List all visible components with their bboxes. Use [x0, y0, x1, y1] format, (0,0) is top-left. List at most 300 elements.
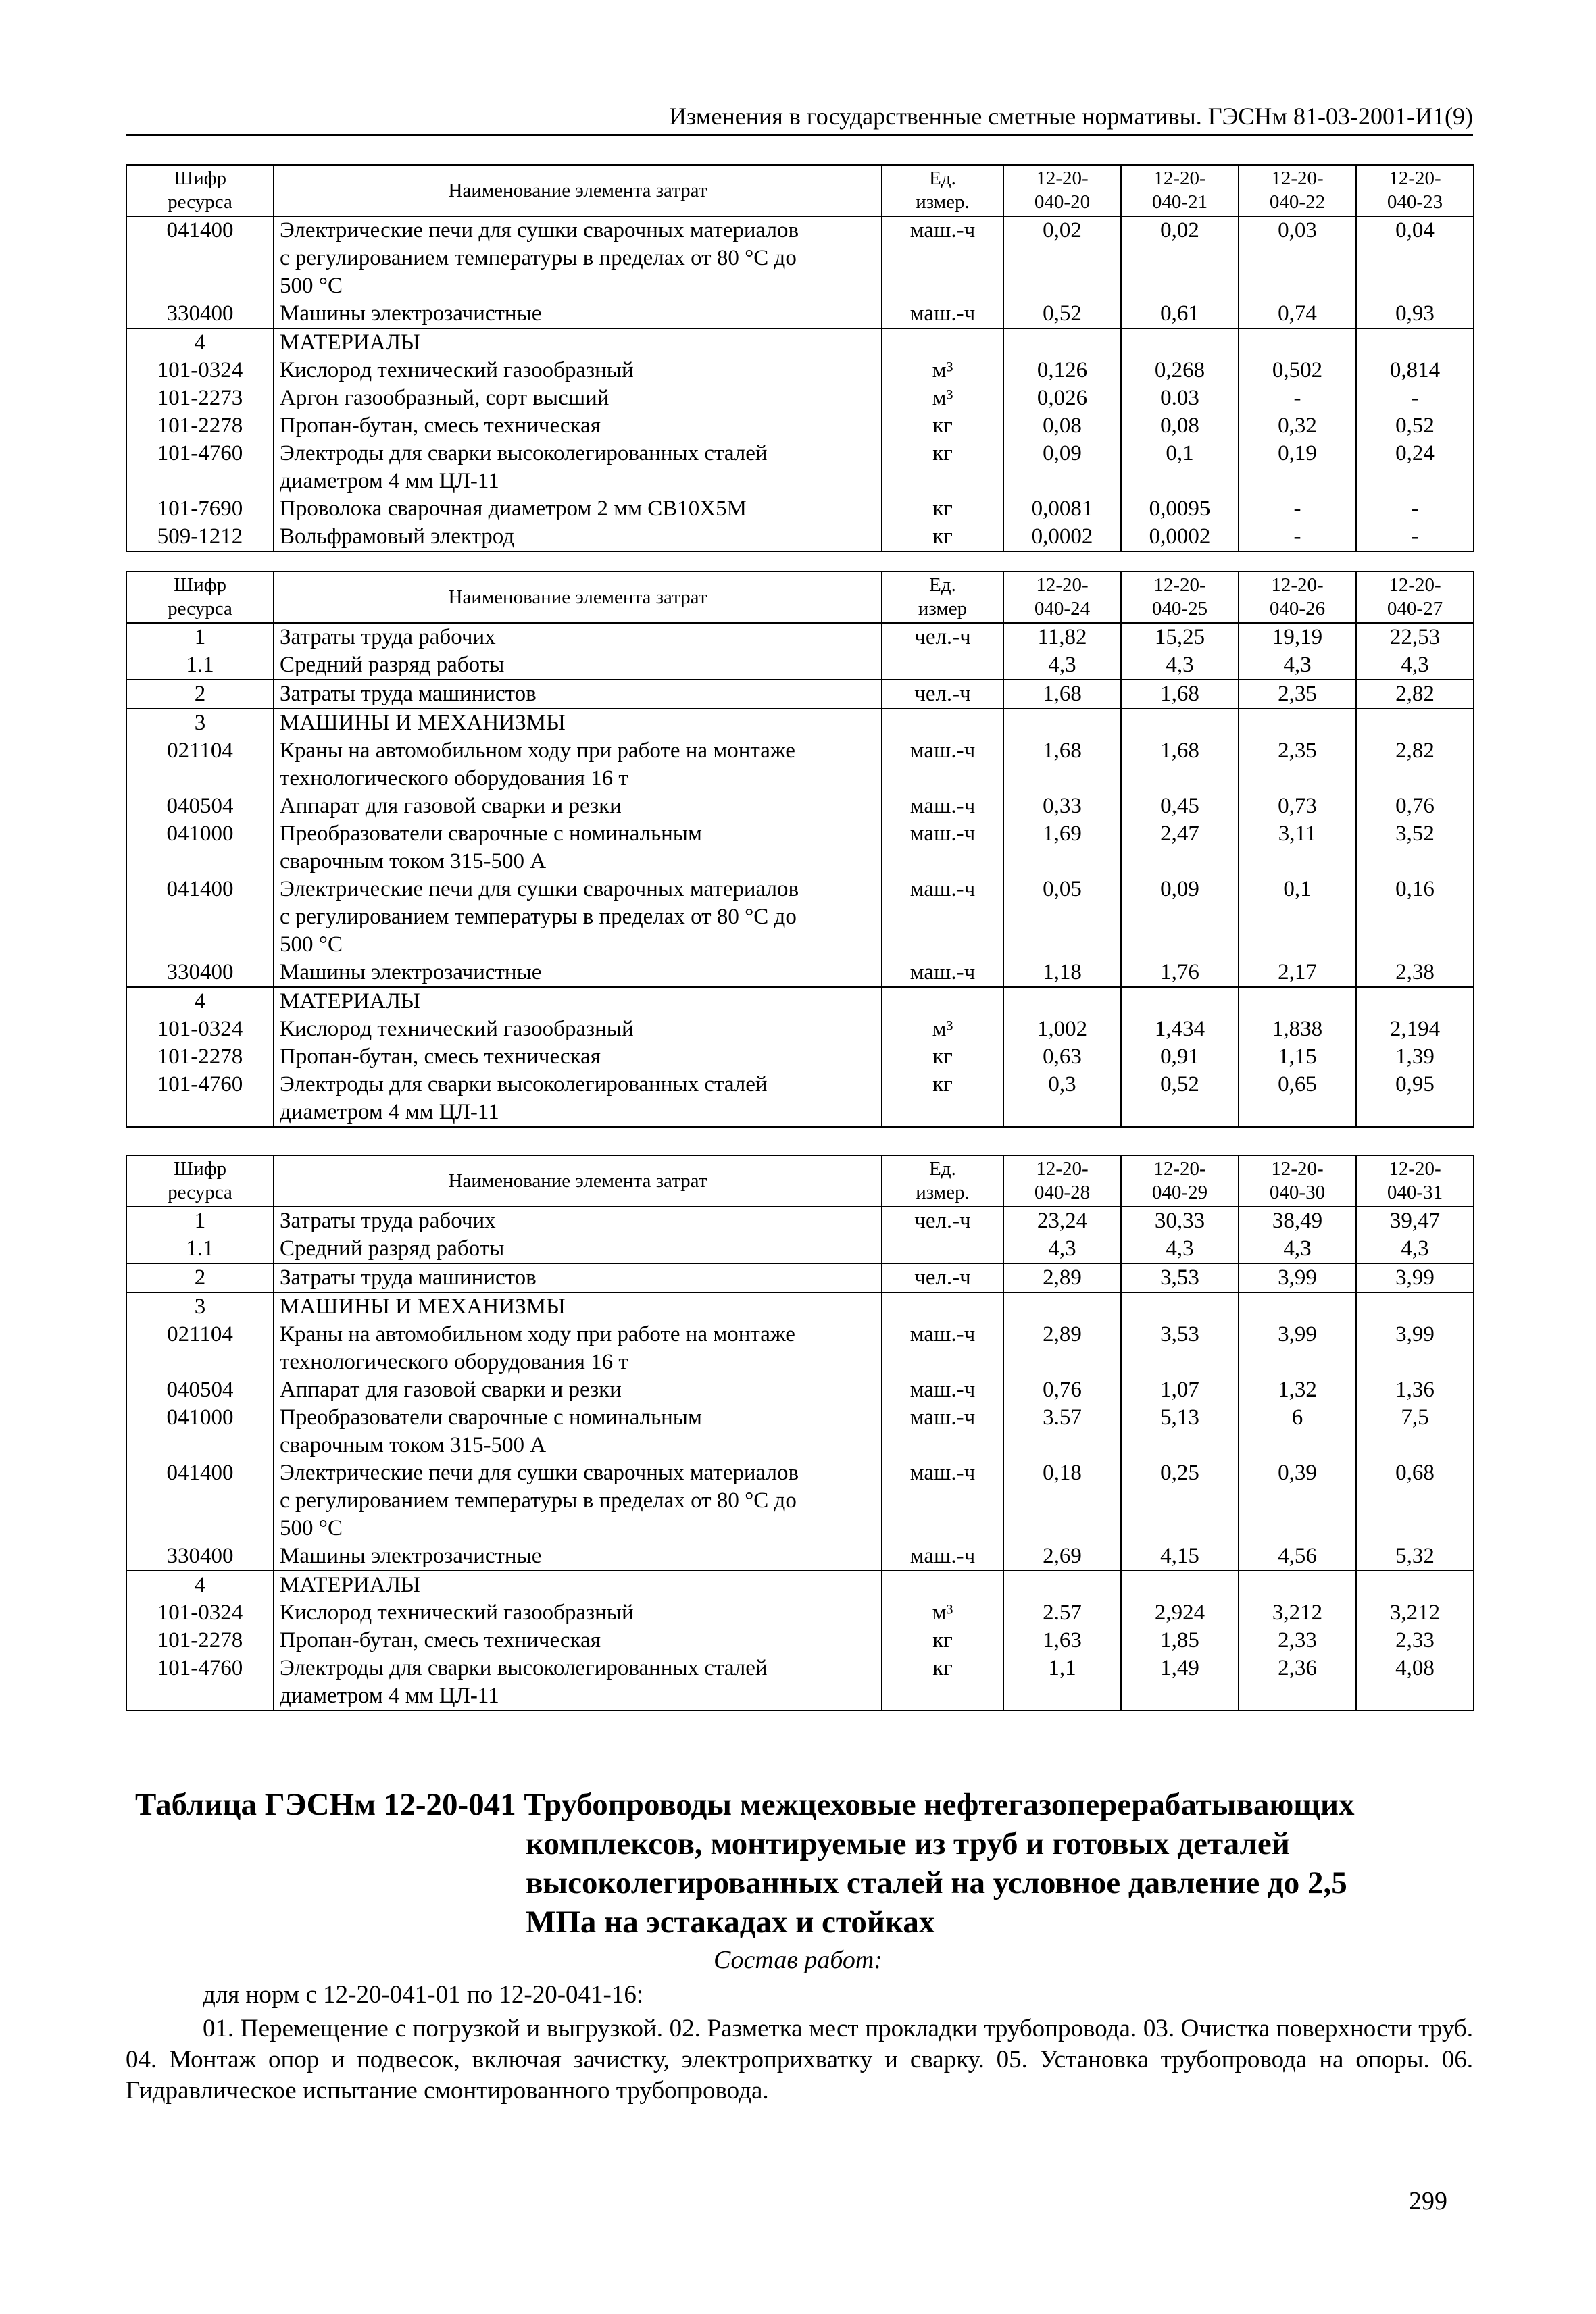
cost-element-name	[274, 328, 882, 357]
norm-value: 1,76	[1121, 959, 1239, 987]
norm-value: 0,76	[1003, 1376, 1121, 1404]
unit-of-measure: маш.-ч	[882, 300, 1003, 328]
norm-value: 0,76	[1356, 793, 1474, 820]
norm-value: 0,0002	[1121, 523, 1239, 551]
norm-value: 0,65	[1239, 1071, 1356, 1127]
cost-element-line: Краны на автомобильном ходу при работе на монтаже	[280, 738, 795, 763]
header-norm-code-cell	[1356, 165, 1474, 216]
norm-value: 3,11	[1239, 820, 1356, 876]
header-norm-code: 040-31	[1387, 1182, 1443, 1203]
page-header: Изменения в государственные сметные нормативы. ГЭСНм 81-03-2001-И1(9)	[126, 101, 1473, 136]
resource-code: 041000	[126, 1404, 274, 1459]
resource-code: 041400	[126, 216, 274, 300]
resource-code: 101-2278	[126, 412, 274, 440]
norm-value: 3,99	[1356, 1263, 1474, 1292]
resource-code: 040504	[126, 793, 274, 820]
cost-element-line: Кислород технический газообразный	[280, 1017, 634, 1041]
cost-element-line: Машины электрозачистные	[280, 1544, 542, 1568]
cost-element-line: Пропан-бутан, смесь техническая	[280, 1628, 601, 1653]
cost-element-line: Электрические печи для сушки сварочных материалов	[280, 877, 799, 901]
norm-value: 2,69	[1003, 1542, 1121, 1571]
norm-value: 0,16	[1356, 876, 1474, 959]
table-row	[126, 523, 1474, 551]
header-name-cell: Наименование элемента затрат	[274, 165, 882, 216]
cost-element-line: Затраты труда рабочих	[280, 1209, 496, 1233]
cost-element-line: Преобразователи сварочные с номинальным	[280, 1405, 702, 1430]
header-norm-code: 12-20-	[1153, 168, 1206, 189]
norm-value: 4,3	[1121, 651, 1239, 680]
unit-of-measure: кг	[882, 495, 1003, 523]
resource-code: 101-4760	[126, 440, 274, 495]
table-row	[126, 1207, 1474, 1235]
table-header-row	[126, 1155, 1474, 1207]
norm-value: 2,82	[1356, 737, 1474, 793]
unit-of-measure: кг	[882, 412, 1003, 440]
norm-value: 0,33	[1003, 793, 1121, 820]
table-row	[126, 959, 1474, 987]
header-norm-code-cell	[1121, 572, 1239, 623]
norm-value	[1356, 328, 1474, 357]
norm-value: 2,33	[1356, 1627, 1474, 1655]
cost-element-line: Электроды для сварки высоколегированных сталей	[280, 1072, 768, 1097]
unit-of-measure: маш.-ч	[882, 1376, 1003, 1404]
norm-value	[1121, 1571, 1239, 1599]
cost-element-line: технологического оборудования 16 т	[280, 766, 628, 790]
unit-of-measure	[882, 1571, 1003, 1599]
norm-value	[1356, 1571, 1474, 1599]
norm-value: 3,99	[1239, 1321, 1356, 1376]
cost-element-line: сварочным током 315-500 А	[280, 849, 547, 874]
cost-element-name	[274, 1043, 882, 1071]
norm-value: 0,502	[1239, 357, 1356, 384]
table-row	[126, 623, 1474, 651]
norm-value: 0,73	[1239, 793, 1356, 820]
resource-code: 101-4760	[126, 1655, 274, 1711]
unit-of-measure: чел.-ч	[882, 1263, 1003, 1292]
resource-code: 101-4760	[126, 1071, 274, 1127]
cost-element-name	[274, 1655, 882, 1711]
norm-value: 4,3	[1356, 1235, 1474, 1263]
cost-element-line: МАТЕРИАЛЫ	[280, 989, 420, 1013]
header-norm-code-cell	[1003, 1155, 1121, 1207]
norm-value	[1121, 328, 1239, 357]
resource-code: 101-7690	[126, 495, 274, 523]
header-norm-code: 12-20-	[1036, 168, 1089, 189]
norm-value: 22,53	[1356, 623, 1474, 651]
norm-value: 3,212	[1239, 1599, 1356, 1627]
unit-of-measure: маш.-ч	[882, 216, 1003, 300]
table-row	[126, 709, 1474, 737]
header-norm-code: 040-21	[1151, 191, 1208, 213]
cost-element-line: Кислород технический газообразный	[280, 1601, 634, 1625]
table-title	[135, 1785, 1419, 1942]
cost-element-line: МАТЕРИАЛЫ	[280, 330, 420, 355]
table-row	[126, 440, 1474, 495]
resource-code: 3	[126, 709, 274, 737]
header-name-cell: Наименование элемента затрат	[274, 572, 882, 623]
norm-value: 0,08	[1121, 412, 1239, 440]
cost-element-line: Электроды для сварки высоколегированных сталей	[280, 1656, 768, 1680]
table-row	[126, 216, 1474, 300]
header-norm-code-cell	[1239, 572, 1356, 623]
norm-value	[1239, 1292, 1356, 1321]
norm-value: 0,02	[1003, 216, 1121, 300]
table-row	[126, 737, 1474, 793]
cost-element-line: МАТЕРИАЛЫ	[280, 1573, 420, 1597]
norm-value: 38,49	[1239, 1207, 1356, 1235]
resource-code: 330400	[126, 300, 274, 328]
cost-element-name	[274, 1292, 882, 1321]
resource-code: 330400	[126, 1542, 274, 1571]
norm-value: 19,19	[1239, 623, 1356, 651]
header-norm-code: 040-23	[1387, 191, 1443, 213]
resource-code: 3	[126, 1292, 274, 1321]
cost-element-line: Затраты труда машинистов	[280, 1265, 537, 1290]
norm-value: 0,63	[1003, 1043, 1121, 1071]
norm-value: 0,68	[1356, 1459, 1474, 1542]
norm-value: 0,3	[1003, 1071, 1121, 1127]
cost-element-line: с регулированием температуры в пределах от 80 °С до	[280, 1488, 797, 1513]
cost-element-line: Машины электрозачистные	[280, 960, 542, 984]
unit-of-measure	[882, 1235, 1003, 1263]
unit-of-measure: маш.-ч	[882, 876, 1003, 959]
composition-label: Состав работ:	[713, 1946, 883, 1974]
norm-value: 2,33	[1239, 1627, 1356, 1655]
table-row	[126, 1071, 1474, 1127]
unit-of-measure: м³	[882, 1015, 1003, 1043]
header-norm-code: 040-30	[1269, 1182, 1326, 1203]
cost-element-line: Машины электрозачистные	[280, 301, 542, 326]
cost-element-line: Электрические печи для сушки сварочных материалов	[280, 1461, 799, 1485]
cost-element-line: с регулированием температуры в пределах от 80 °С до	[280, 246, 797, 270]
cost-element-name	[274, 987, 882, 1015]
cost-element-name	[274, 300, 882, 328]
header-norm-code-cell	[1003, 572, 1121, 623]
norm-value: 0,32	[1239, 412, 1356, 440]
table-row	[126, 1655, 1474, 1711]
table-title-line: МПа на эстакадах и стойках	[526, 1905, 935, 1940]
norm-value: 0,52	[1003, 300, 1121, 328]
header-norm-code: 12-20-	[1271, 1158, 1324, 1180]
norm-value: 0,45	[1121, 793, 1239, 820]
header-norm-code: 12-20-	[1271, 574, 1324, 596]
unit-of-measure: маш.-ч	[882, 959, 1003, 987]
norm-value: 0,91	[1121, 1043, 1239, 1071]
cost-element-name	[274, 709, 882, 737]
table-row	[126, 1376, 1474, 1404]
norm-value	[1003, 987, 1121, 1015]
header-norm-code: 12-20-	[1036, 1158, 1089, 1180]
cost-element-line: с регулированием температуры в пределах от 80 °С до	[280, 905, 797, 929]
cost-element-line: Пропан-бутан, смесь техническая	[280, 1045, 601, 1069]
norm-value	[1121, 1292, 1239, 1321]
resource-code: 040504	[126, 1376, 274, 1404]
header-norm-code-cell	[1356, 1155, 1474, 1207]
table-row	[126, 1043, 1474, 1071]
header-norm-code: 12-20-	[1153, 1158, 1206, 1180]
header-norm-code: 040-29	[1151, 1182, 1208, 1203]
norm-value: 39,47	[1356, 1207, 1474, 1235]
norm-value: 0,0081	[1003, 495, 1121, 523]
norm-value: -	[1239, 384, 1356, 412]
header-unit-label: измер.	[916, 191, 970, 213]
cost-element-name	[274, 651, 882, 680]
norm-value: 3.57	[1003, 1404, 1121, 1459]
table-row	[126, 1263, 1474, 1292]
unit-of-measure: маш.-ч	[882, 820, 1003, 876]
resource-code: 041400	[126, 876, 274, 959]
norm-value: 0,09	[1121, 876, 1239, 959]
cost-element-line: МАШИНЫ И МЕХАНИЗМЫ	[280, 711, 566, 735]
table-row	[126, 876, 1474, 959]
norm-value: 0,39	[1239, 1459, 1356, 1542]
cost-element-line: 500 °С	[280, 932, 343, 957]
norm-value: 0,25	[1121, 1459, 1239, 1542]
table-header-row	[126, 165, 1474, 216]
norm-value: 0,814	[1356, 357, 1474, 384]
header-norm-code: 12-20-	[1389, 168, 1441, 189]
norm-value: 4,56	[1239, 1542, 1356, 1571]
unit-of-measure: кг	[882, 1043, 1003, 1071]
header-code-cell	[126, 572, 274, 623]
unit-of-measure: маш.-ч	[882, 1459, 1003, 1542]
norm-value: 1,002	[1003, 1015, 1121, 1043]
table-title-line: комплексов, монтируемые из труб и готовых деталей	[526, 1826, 1290, 1861]
norm-value: 2,82	[1356, 680, 1474, 709]
norm-value: 2,35	[1239, 737, 1356, 793]
table-row	[126, 412, 1474, 440]
cost-element-name	[274, 495, 882, 523]
header-code-label: Шифр	[173, 1158, 227, 1180]
cost-element-name	[274, 523, 882, 551]
norm-value	[1121, 987, 1239, 1015]
unit-of-measure: маш.-ч	[882, 793, 1003, 820]
norm-value	[1003, 709, 1121, 737]
resource-code: 2	[126, 1263, 274, 1292]
table-header-row	[126, 572, 1474, 623]
norm-value: 1,39	[1356, 1043, 1474, 1071]
header-norm-code-cell	[1121, 165, 1239, 216]
norm-value: 1,15	[1239, 1043, 1356, 1071]
norm-value: 1,68	[1121, 680, 1239, 709]
cost-element-line: 500 °С	[280, 1516, 343, 1540]
norm-value: 1,85	[1121, 1627, 1239, 1655]
header-norm-code-cell	[1003, 165, 1121, 216]
resource-code: 101-2278	[126, 1627, 274, 1655]
resource-code: 101-0324	[126, 1015, 274, 1043]
norm-value: 0,93	[1356, 300, 1474, 328]
cost-element-line: Затраты труда рабочих	[280, 625, 496, 649]
header-code-label: Шифр	[173, 168, 227, 189]
unit-of-measure: чел.-ч	[882, 623, 1003, 651]
norm-value: 1,68	[1003, 680, 1121, 709]
unit-of-measure: маш.-ч	[882, 1542, 1003, 1571]
header-name-cell: Наименование элемента затрат	[274, 1155, 882, 1207]
unit-of-measure: кг	[882, 1071, 1003, 1127]
resource-code: 021104	[126, 1321, 274, 1376]
norm-value: 1,63	[1003, 1627, 1121, 1655]
cost-element-name	[274, 680, 882, 709]
cost-element-name	[274, 1235, 882, 1263]
header-code-label: ресурса	[168, 598, 232, 620]
norm-value: 0,02	[1121, 216, 1239, 300]
cost-element-line: Электрические печи для сушки сварочных материалов	[280, 218, 799, 243]
norm-value: 5,32	[1356, 1542, 1474, 1571]
table-row	[126, 1404, 1474, 1459]
norm-value: 3,52	[1356, 820, 1474, 876]
norm-value	[1356, 709, 1474, 737]
resource-code: 101-2278	[126, 1043, 274, 1071]
unit-of-measure: маш.-ч	[882, 1404, 1003, 1459]
norm-value	[1239, 987, 1356, 1015]
table-row	[126, 328, 1474, 357]
unit-of-measure: кг	[882, 523, 1003, 551]
norm-value	[1239, 709, 1356, 737]
cost-element-name	[274, 737, 882, 793]
norm-value: 4,3	[1239, 1235, 1356, 1263]
table-row	[126, 384, 1474, 412]
resource-code: 4	[126, 987, 274, 1015]
table-row	[126, 357, 1474, 384]
cost-element-name	[274, 384, 882, 412]
norm-value: 3,212	[1356, 1599, 1474, 1627]
cost-element-line: Аргон газообразный, сорт высший	[280, 386, 609, 410]
norm-value: 0,18	[1003, 1459, 1121, 1542]
cost-element-line: Вольфрамовый электрод	[280, 524, 515, 549]
norm-value: 2,38	[1356, 959, 1474, 987]
norm-value: 0.03	[1121, 384, 1239, 412]
norm-value: 0,0002	[1003, 523, 1121, 551]
cost-element-line: Преобразователи сварочные с номинальным	[280, 822, 702, 846]
table-row	[126, 680, 1474, 709]
cost-element-name	[274, 876, 882, 959]
norm-value: 0,05	[1003, 876, 1121, 959]
norm-value: 3,99	[1239, 1263, 1356, 1292]
norm-value: 1,68	[1121, 737, 1239, 793]
cost-element-line: 500 °С	[280, 274, 343, 298]
resource-code: 041000	[126, 820, 274, 876]
cost-element-line: Электроды для сварки высоколегированных сталей	[280, 441, 768, 466]
norm-value: 4,3	[1003, 1235, 1121, 1263]
norm-value: 0,52	[1121, 1071, 1239, 1127]
table-row	[126, 820, 1474, 876]
cost-element-name	[274, 1071, 882, 1127]
norm-value: 0,03	[1239, 216, 1356, 300]
cost-element-name	[274, 1571, 882, 1599]
cost-element-line: Средний разряд работы	[280, 1236, 505, 1261]
norm-value: 0,1	[1121, 440, 1239, 495]
norm-value	[1239, 328, 1356, 357]
norm-value: 3,53	[1121, 1263, 1239, 1292]
norm-value: 2.57	[1003, 1599, 1121, 1627]
header-norm-code: 12-20-	[1389, 1158, 1441, 1180]
resource-code: 2	[126, 680, 274, 709]
norm-value: 0,61	[1121, 300, 1239, 328]
cost-element-name	[274, 357, 882, 384]
cost-element-line: МАШИНЫ И МЕХАНИЗМЫ	[280, 1294, 566, 1319]
cost-element-name	[274, 1404, 882, 1459]
header-norm-code: 12-20-	[1389, 574, 1441, 596]
resource-code: 509-1212	[126, 523, 274, 551]
works-description: 01. Перемещение с погрузкой и выгрузкой. 02. Разметка мест прокладки трубопровода. 03. Очистка поверхности труб. 04. Монтаж опор и подвесок, включая зачистку, электроприхватку и сварку. 05. Установка трубопровода на опоры. 06. Гидравлическое испытание смонтированного трубопровода.	[126, 2015, 1473, 2105]
cost-element-name	[274, 216, 882, 300]
cost-element-name	[274, 440, 882, 495]
norm-value: 4,08	[1356, 1655, 1474, 1711]
cost-element-line: технологического оборудования 16 т	[280, 1350, 628, 1374]
norm-value: 1,18	[1003, 959, 1121, 987]
header-norm-code-cell	[1356, 572, 1474, 623]
header-norm-code-cell	[1239, 165, 1356, 216]
unit-of-measure	[882, 987, 1003, 1015]
table-row	[126, 300, 1474, 328]
resource-code: 1	[126, 1207, 274, 1235]
cost-element-line: Проволока сварочная диаметром 2 мм СВ10Х5М	[280, 497, 747, 521]
norm-value: -	[1356, 384, 1474, 412]
resource-code: 4	[126, 328, 274, 357]
resource-code: 021104	[126, 737, 274, 793]
header-code-cell	[126, 165, 274, 216]
table-row	[126, 793, 1474, 820]
norm-value: 0,24	[1356, 440, 1474, 495]
unit-of-measure: м³	[882, 384, 1003, 412]
header-norm-code: 040-24	[1034, 598, 1091, 620]
norm-value: 1,32	[1239, 1376, 1356, 1404]
norm-value: 1,07	[1121, 1376, 1239, 1404]
cost-element-line: сварочным током 315-500 А	[280, 1433, 547, 1457]
table-title-line: высоколегированных сталей на условное давление до 2,5	[526, 1865, 1347, 1901]
norm-value: -	[1239, 523, 1356, 551]
cost-element-name	[274, 820, 882, 876]
cost-element-name	[274, 623, 882, 651]
cost-element-name	[274, 1015, 882, 1043]
table-row	[126, 1542, 1474, 1571]
norm-value: 0,52	[1356, 412, 1474, 440]
cost-element-name	[274, 1599, 882, 1627]
norm-value: -	[1356, 495, 1474, 523]
norm-value	[1003, 1571, 1121, 1599]
norm-value	[1356, 1292, 1474, 1321]
cost-element-line: Аппарат для газовой сварки и резки	[280, 794, 622, 818]
norm-value: 0,268	[1121, 357, 1239, 384]
norm-value: 4,3	[1356, 651, 1474, 680]
resource-code: 1.1	[126, 1235, 274, 1263]
cost-element-name	[274, 1376, 882, 1404]
norm-range: для норм с 12-20-041-01 по 12-20-041-16:	[203, 1981, 644, 2009]
norm-value: -	[1239, 495, 1356, 523]
norm-value: 1,434	[1121, 1015, 1239, 1043]
resource-code: 4	[126, 1571, 274, 1599]
norm-value: 30,33	[1121, 1207, 1239, 1235]
cost-element-name	[274, 1263, 882, 1292]
norm-value: 0,09	[1003, 440, 1121, 495]
norm-value: 6	[1239, 1404, 1356, 1459]
norm-value: 1,69	[1003, 820, 1121, 876]
header-norm-code: 12-20-	[1153, 574, 1206, 596]
table-row	[126, 651, 1474, 680]
norm-value	[1121, 709, 1239, 737]
cost-element-line: диаметром 4 мм ЦЛ-11	[280, 1684, 499, 1708]
cost-element-line: Пропан-бутан, смесь техническая	[280, 413, 601, 438]
cost-element-line: Затраты труда машинистов	[280, 682, 537, 706]
page-number: 299	[1409, 2187, 1447, 2215]
cost-element-line: Кислород технический газообразный	[280, 358, 634, 382]
norm-value: 2,194	[1356, 1015, 1474, 1043]
table-row	[126, 1571, 1474, 1599]
norm-value: 2,89	[1003, 1321, 1121, 1376]
norm-value: 11,82	[1003, 623, 1121, 651]
unit-of-measure	[882, 328, 1003, 357]
header-norm-code: 040-22	[1269, 191, 1326, 213]
